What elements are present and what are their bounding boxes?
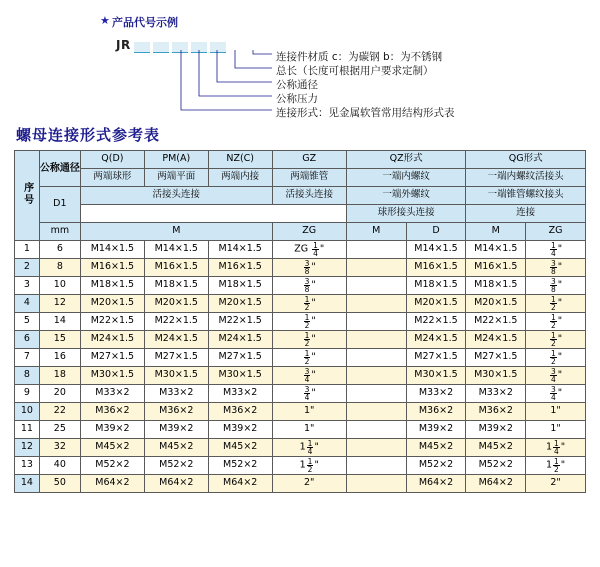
cell-nominal-diameter: 25 <box>39 421 80 439</box>
cell-qz-d: M20×1.5 <box>406 295 466 313</box>
header-group-qg: QG形式 <box>466 151 586 169</box>
cell-qz-m <box>346 475 406 493</box>
header-unit-qg-zg: ZG <box>526 223 586 241</box>
cell-nz-m: M22×1.5 <box>208 313 272 331</box>
header-row-desc <box>15 169 586 187</box>
table-row <box>15 259 586 277</box>
header-group-nz: NZ(C) <box>208 151 272 169</box>
cell-qz-m <box>346 277 406 295</box>
cell-qd-m: M18×1.5 <box>80 277 144 295</box>
cell-pm-m: M30×1.5 <box>144 367 208 385</box>
cell-nominal-diameter: 8 <box>39 259 80 277</box>
cell-seq: 11 <box>15 421 40 439</box>
cell-pm-m: M64×2 <box>144 475 208 493</box>
star-icon: ★ <box>100 14 110 27</box>
cell-qd-m: M22×1.5 <box>80 313 144 331</box>
cell-nominal-diameter: 6 <box>39 241 80 259</box>
cell-qg-m: M33×2 <box>466 385 526 403</box>
cell-nominal-diameter: 10 <box>39 277 80 295</box>
table-row <box>15 331 586 349</box>
header-desc-nz: 两端内接 <box>208 169 272 187</box>
cell-qz-d: M45×2 <box>406 439 466 457</box>
header-blank-left <box>80 205 346 223</box>
cell-qd-m: M14×1.5 <box>80 241 144 259</box>
cell-seq: 12 <box>15 439 40 457</box>
cell-qz-d: M30×1.5 <box>406 367 466 385</box>
cell-nominal-diameter: 20 <box>39 385 80 403</box>
cell-nominal-diameter: 50 <box>39 475 80 493</box>
cell-nz-m: M16×1.5 <box>208 259 272 277</box>
cell-seq: 10 <box>15 403 40 421</box>
cell-qg-zg: $\frac{1}{2}$ " <box>526 349 586 367</box>
cell-nz-m: M45×2 <box>208 439 272 457</box>
cell-qg-m: M52×2 <box>466 457 526 475</box>
header-cone-pipe-thread: 一端锥管螺纹接头 <box>466 187 586 205</box>
cell-gz-zg: $\frac{1}{2}$ " <box>272 313 346 331</box>
cell-nominal-diameter: 12 <box>39 295 80 313</box>
cell-qg-zg: $\frac{1}{2}$ " <box>526 313 586 331</box>
cell-gz-zg: $\frac{1}{2}$ " <box>272 331 346 349</box>
cell-gz-zg: 1" <box>272 403 346 421</box>
cell-nominal-diameter: 32 <box>39 439 80 457</box>
cell-seq: 14 <box>15 475 40 493</box>
cell-qg-m: M36×2 <box>466 403 526 421</box>
header-d1: D1 <box>39 187 80 223</box>
code-box-1 <box>134 42 150 53</box>
cell-qg-m: M22×1.5 <box>466 313 526 331</box>
cell-gz-zg: $\frac{3}{8}$ " <box>272 277 346 295</box>
cell-qg-zg: 1" <box>526 403 586 421</box>
header-desc-qg: 一端内螺纹活接头 <box>466 169 586 187</box>
code-box-3 <box>172 42 188 53</box>
cell-qz-m <box>346 367 406 385</box>
cell-qz-m <box>346 259 406 277</box>
legend-note-length: 总长（长度可根据用户要求定制） <box>276 65 434 77</box>
cell-pm-m: M39×2 <box>144 421 208 439</box>
cell-qz-m <box>346 457 406 475</box>
cell-pm-m: M33×2 <box>144 385 208 403</box>
cell-seq: 7 <box>15 349 40 367</box>
cell-nominal-diameter: 22 <box>39 403 80 421</box>
cell-pm-m: M16×1.5 <box>144 259 208 277</box>
table-row <box>15 277 586 295</box>
table-head <box>15 151 586 241</box>
cell-qg-zg: $\frac{1}{4}$ " <box>526 241 586 259</box>
legend-note-nominal-pressure: 公称压力 <box>276 93 318 105</box>
cell-qg-zg: $\frac{3}{8}$ " <box>526 277 586 295</box>
cell-seq: 8 <box>15 367 40 385</box>
table-row <box>15 349 586 367</box>
legend-note-connection-form: 连接形式：见金属软管常用结构形式表 <box>276 107 455 119</box>
cell-nz-m: M52×2 <box>208 457 272 475</box>
page-title: 螺母连接形式参考表 <box>16 126 161 144</box>
header-desc-pm: 两端平面 <box>144 169 208 187</box>
cell-qz-d: M36×2 <box>406 403 466 421</box>
header-unit-qg-m: M <box>466 223 526 241</box>
cell-seq: 3 <box>15 277 40 295</box>
header-unit-m: M <box>80 223 272 241</box>
cell-seq: 13 <box>15 457 40 475</box>
header-nominal-diameter: 公称通径 <box>39 151 80 187</box>
cell-qg-zg: $\frac{1}{2}$ " <box>526 295 586 313</box>
cell-nz-m: M39×2 <box>208 421 272 439</box>
cell-qg-zg: $\frac{3}{4}$ " <box>526 367 586 385</box>
code-box-4 <box>191 42 207 53</box>
cell-qg-m: M20×1.5 <box>466 295 526 313</box>
cell-qz-d: M14×1.5 <box>406 241 466 259</box>
cell-gz-zg: $\frac{3}{4}$ " <box>272 385 346 403</box>
cell-qd-m: M64×2 <box>80 475 144 493</box>
cell-qz-d: M27×1.5 <box>406 349 466 367</box>
cell-gz-zg: 2" <box>272 475 346 493</box>
cell-qg-m: M18×1.5 <box>466 277 526 295</box>
header-unit-qz-d: D <box>406 223 466 241</box>
cell-qz-m <box>346 403 406 421</box>
table-row <box>15 421 586 439</box>
cell-qd-m: M24×1.5 <box>80 331 144 349</box>
header-group-qd: Q(D) <box>80 151 144 169</box>
header-row-codes <box>15 151 586 169</box>
table-row <box>15 313 586 331</box>
cell-nominal-diameter: 14 <box>39 313 80 331</box>
cell-pm-m: M14×1.5 <box>144 241 208 259</box>
header-group-qz: QZ形式 <box>346 151 466 169</box>
cell-gz-zg: 1 $\frac{1}{2}$ " <box>272 457 346 475</box>
cell-qd-m: M27×1.5 <box>80 349 144 367</box>
cell-qz-m <box>346 331 406 349</box>
cell-nz-m: M30×1.5 <box>208 367 272 385</box>
cell-pm-m: M24×1.5 <box>144 331 208 349</box>
cell-gz-zg: $\frac{1}{2}$ " <box>272 349 346 367</box>
header-seq: 序号 <box>15 151 40 241</box>
legend-note-nominal-diameter: 公称通径 <box>276 79 318 91</box>
cell-nz-m: M36×2 <box>208 403 272 421</box>
cell-qd-m: M45×2 <box>80 439 144 457</box>
header-desc-gz: 两端锥管 <box>272 169 346 187</box>
header-live-joint-gz: 活接头连接 <box>272 187 346 205</box>
cell-qd-m: M52×2 <box>80 457 144 475</box>
code-box-2 <box>153 42 169 53</box>
cell-qz-m <box>346 241 406 259</box>
header-unit-qz-m: M <box>346 223 406 241</box>
cell-qg-m: M45×2 <box>466 439 526 457</box>
legend-note-material: 连接件材质 c：为碳钢 b：为不锈钢 <box>276 51 443 63</box>
cell-qz-d: M16×1.5 <box>406 259 466 277</box>
header-desc-qd: 两端球形 <box>80 169 144 187</box>
cell-qg-m: M16×1.5 <box>466 259 526 277</box>
cell-qd-m: M39×2 <box>80 421 144 439</box>
table-row <box>15 295 586 313</box>
table-row <box>15 403 586 421</box>
cell-qd-m: M20×1.5 <box>80 295 144 313</box>
cell-nominal-diameter: 16 <box>39 349 80 367</box>
cell-pm-m: M20×1.5 <box>144 295 208 313</box>
cell-qz-d: M64×2 <box>406 475 466 493</box>
header-outer-thread: 一端外螺纹 <box>346 187 466 205</box>
cell-seq: 4 <box>15 295 40 313</box>
cell-seq: 6 <box>15 331 40 349</box>
cell-gz-zg: ZG $\frac{1}{4}$ " <box>272 241 346 259</box>
header-group-gz: GZ <box>272 151 346 169</box>
cell-qg-zg: $\frac{1}{2}$ " <box>526 331 586 349</box>
table-row <box>15 439 586 457</box>
cell-nominal-diameter: 15 <box>39 331 80 349</box>
header-live-joint-left: 活接头连接 <box>80 187 272 205</box>
cell-qz-d: M33×2 <box>406 385 466 403</box>
cell-nz-m: M20×1.5 <box>208 295 272 313</box>
cell-qz-m <box>346 313 406 331</box>
cell-qg-zg: 1 $\frac{1}{4}$ " <box>526 439 586 457</box>
cell-qg-m: M27×1.5 <box>466 349 526 367</box>
cell-qg-zg: 1" <box>526 421 586 439</box>
table-row <box>15 457 586 475</box>
cell-qd-m: M36×2 <box>80 403 144 421</box>
cell-qz-d: M52×2 <box>406 457 466 475</box>
header-unit-mm: mm <box>39 223 80 241</box>
cell-nz-m: M24×1.5 <box>208 331 272 349</box>
cell-seq: 2 <box>15 259 40 277</box>
cell-qz-m <box>346 421 406 439</box>
cell-qg-m: M14×1.5 <box>466 241 526 259</box>
header-row-units <box>15 223 586 241</box>
cell-qz-d: M24×1.5 <box>406 331 466 349</box>
cell-qz-d: M22×1.5 <box>406 313 466 331</box>
cell-gz-zg: $\frac{3}{8}$ " <box>272 259 346 277</box>
header-connection: 连接 <box>466 205 586 223</box>
cell-qg-zg: 2" <box>526 475 586 493</box>
cell-qz-d: M18×1.5 <box>406 277 466 295</box>
cell-pm-m: M27×1.5 <box>144 349 208 367</box>
cell-nominal-diameter: 18 <box>39 367 80 385</box>
cell-qz-m <box>346 385 406 403</box>
cell-nz-m: M27×1.5 <box>208 349 272 367</box>
cell-nz-m: M18×1.5 <box>208 277 272 295</box>
cell-qg-zg: $\frac{3}{8}$ " <box>526 259 586 277</box>
cell-qz-d: M39×2 <box>406 421 466 439</box>
cell-qg-m: M24×1.5 <box>466 331 526 349</box>
cell-pm-m: M36×2 <box>144 403 208 421</box>
header-group-pm: PM(A) <box>144 151 208 169</box>
nut-connection-reference-table <box>14 150 586 493</box>
cell-qg-m: M30×1.5 <box>466 367 526 385</box>
cell-nz-m: M14×1.5 <box>208 241 272 259</box>
product-code-legend <box>0 0 600 126</box>
cell-pm-m: M18×1.5 <box>144 277 208 295</box>
cell-seq: 1 <box>15 241 40 259</box>
product-code-sample <box>116 36 226 53</box>
cell-qz-m <box>346 439 406 457</box>
cell-gz-zg: $\frac{3}{4}$ " <box>272 367 346 385</box>
cell-qg-zg: 1 $\frac{1}{2}$ " <box>526 457 586 475</box>
legend-title: 产品代号示例 <box>112 16 178 29</box>
cell-qd-m: M30×1.5 <box>80 367 144 385</box>
table-row <box>15 475 586 493</box>
cell-nominal-diameter: 40 <box>39 457 80 475</box>
table-row <box>15 241 586 259</box>
cell-nz-m: M64×2 <box>208 475 272 493</box>
table-body <box>15 241 586 493</box>
cell-seq: 5 <box>15 313 40 331</box>
cell-pm-m: M22×1.5 <box>144 313 208 331</box>
cell-gz-zg: $\frac{1}{2}$ " <box>272 295 346 313</box>
cell-qg-zg: $\frac{3}{4}$ " <box>526 385 586 403</box>
cell-gz-zg: 1 $\frac{1}{4}$ " <box>272 439 346 457</box>
cell-qg-m: M39×2 <box>466 421 526 439</box>
header-ball-joint: 球形接头连接 <box>346 205 466 223</box>
cell-qd-m: M33×2 <box>80 385 144 403</box>
cell-qg-m: M64×2 <box>466 475 526 493</box>
header-row-ball-joint <box>15 205 586 223</box>
table-row <box>15 385 586 403</box>
header-unit-zg: ZG <box>272 223 346 241</box>
code-prefix: JR <box>116 37 131 52</box>
cell-qz-m <box>346 349 406 367</box>
cell-nz-m: M33×2 <box>208 385 272 403</box>
cell-pm-m: M52×2 <box>144 457 208 475</box>
cell-qd-m: M16×1.5 <box>80 259 144 277</box>
table-row <box>15 367 586 385</box>
header-row-live-joint <box>15 187 586 205</box>
cell-gz-zg: 1" <box>272 421 346 439</box>
cell-seq: 9 <box>15 385 40 403</box>
cell-qz-m <box>346 295 406 313</box>
header-desc-qz: 一端内螺纹 <box>346 169 466 187</box>
cell-pm-m: M45×2 <box>144 439 208 457</box>
code-box-5 <box>210 42 226 53</box>
